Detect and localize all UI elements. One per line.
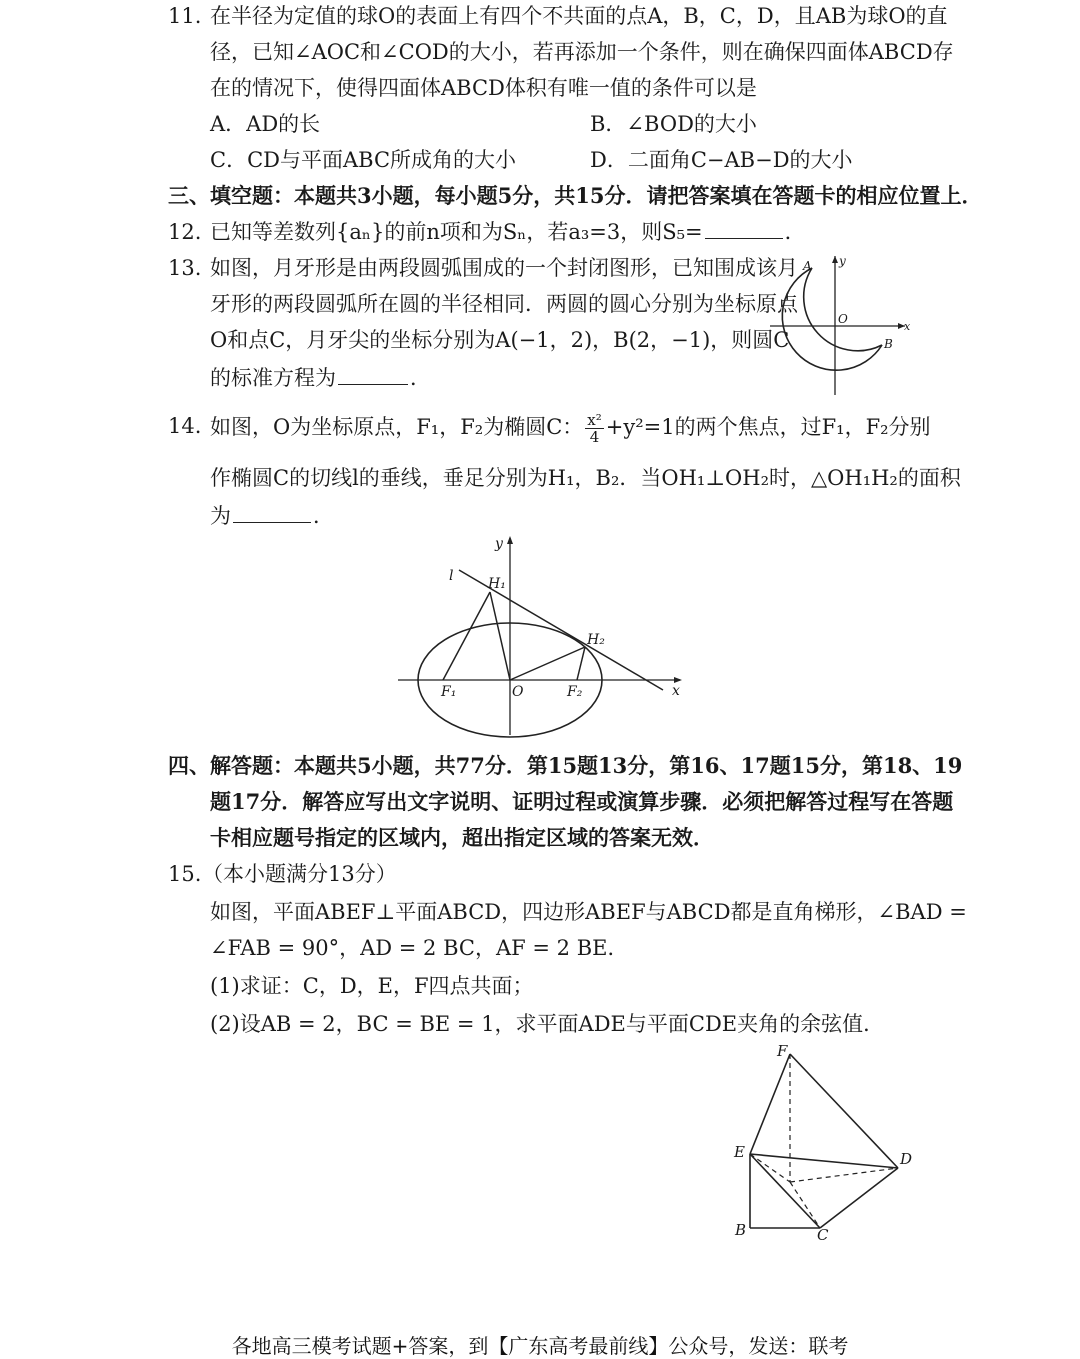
q14-line2: 作椭圆C的切线l的垂线，垂足分别为H₁，B₂．当OH₁⊥OH₂时，△OH₁H₂的面积 bbox=[210, 466, 961, 490]
q15-label-e: E bbox=[734, 1143, 745, 1161]
q14-end: ． bbox=[313, 504, 334, 528]
q15-number: 15. bbox=[168, 862, 202, 886]
q15-label-c: C bbox=[817, 1226, 829, 1244]
q11-option-c: C．CD与平面ABC所成角的大小 bbox=[210, 148, 517, 172]
q13-answer-blank bbox=[338, 364, 408, 385]
q14-label-f2: F₂ bbox=[567, 684, 583, 700]
q15-part2: (2)设AB = 2，BC = BE = 1，求平面ADE与平面CDE夹角的余弦值． bbox=[210, 1012, 885, 1036]
q13-label-a: A bbox=[803, 259, 812, 273]
q14-fraction-numerator: x² bbox=[587, 411, 602, 429]
section4-heading-line2: 题17分．解答应写出文字说明、证明过程或演算步骤．必须把解答过程写在答题 bbox=[210, 789, 954, 814]
q14-line1-b: +y²=1的两个焦点，过F₁，F₂分别 bbox=[605, 415, 931, 439]
q15-solid-figure bbox=[725, 1040, 925, 1250]
q11-line1: 在半径为定值的球O的表面上有四个不共面的点A，B，C，D，且AB为球O的直 bbox=[210, 4, 948, 28]
q14-line3-text: 为 bbox=[210, 504, 231, 528]
section3-heading: 三、填空题：本题共3小题，每小题5分，共15分．请把答案填在答题卡的相应位置上． bbox=[168, 183, 983, 208]
q14-fraction-denominator: 4 bbox=[589, 428, 600, 446]
q12-number: 12. bbox=[168, 220, 202, 244]
q13-label-b: B bbox=[884, 337, 893, 351]
section4-heading-line3: 卡相应题号指定的区域内，超出指定区域的答案无效． bbox=[210, 825, 714, 850]
q14-ellipse-figure bbox=[395, 530, 695, 745]
q14-label-h1: H₁ bbox=[488, 576, 506, 592]
q11-option-b: B．∠BOD的大小 bbox=[590, 112, 757, 136]
q13-line3: O和点C，月牙尖的坐标分别为A(−1，2)，B(2，−1)，则圆C bbox=[210, 328, 790, 352]
q13-label-x: x bbox=[904, 320, 911, 333]
q15-heading: （本小题满分13分） bbox=[202, 862, 397, 886]
q14-label-f1: F₁ bbox=[441, 684, 457, 700]
q14-label-y: y bbox=[495, 536, 503, 552]
q12-answer-blank bbox=[705, 218, 783, 239]
q13-label-o: O bbox=[838, 312, 848, 326]
q13-crescent-figure bbox=[765, 250, 915, 400]
q13-end: ． bbox=[410, 366, 431, 390]
q12-text: 已知等差数列{aₙ}的前n项和为Sₙ，若a₃=3，则S₅= bbox=[210, 220, 703, 244]
q11-line2: 径，已知∠AOC和∠COD的大小，若再添加一个条件，则在确保四面体ABCD存 bbox=[210, 40, 954, 64]
q14-line1 bbox=[210, 412, 931, 445]
q11-option-d: D．二面角C−AB−D的大小 bbox=[590, 148, 853, 172]
q15-label-f: F bbox=[777, 1042, 788, 1060]
q11-option-a: A．AD的长 bbox=[210, 112, 321, 136]
q13-line4 bbox=[210, 364, 431, 392]
q11-number: 11. bbox=[168, 4, 202, 28]
q15-label-d: D bbox=[900, 1150, 913, 1168]
q13-line1: 如图，月牙形是由两段圆弧围成的一个封闭图形，已知围成该月 bbox=[210, 256, 798, 280]
q11-line3: 在的情况下，使得四面体ABCD体积有唯一值的条件可以是 bbox=[210, 76, 757, 100]
q14-line1-a: 如图，O为坐标原点，F₁，F₂为椭圆C： bbox=[210, 415, 584, 439]
q13-line4-text: 的标准方程为 bbox=[210, 366, 336, 390]
q12-end: ． bbox=[784, 220, 806, 244]
q12-text-line bbox=[210, 218, 806, 246]
q14-label-l: l bbox=[449, 568, 454, 584]
q13-line2: 牙形的两段圆弧所在圆的半径相同．两圆的圆心分别为坐标原点 bbox=[210, 292, 798, 316]
q14-answer-blank bbox=[233, 502, 311, 523]
q15-label-b: B bbox=[735, 1221, 747, 1239]
q13-number: 13. bbox=[168, 256, 202, 280]
q15-line2: ∠FAB = 90°，AD = 2 BC，AF = 2 BE． bbox=[210, 936, 629, 960]
q14-line3 bbox=[210, 502, 334, 530]
q14-fraction bbox=[585, 412, 603, 445]
q14-label-h2: H₂ bbox=[587, 632, 605, 648]
q14-label-x: x bbox=[672, 683, 680, 699]
footer-note: 各地高三模考试题+答案，到【广东高考最前线】公众号，发送：联考 bbox=[231, 1334, 849, 1358]
q14-number: 14. bbox=[168, 414, 202, 438]
q13-label-y: y bbox=[839, 254, 846, 268]
section4-heading-line1: 四、解答题：本题共5小题，共77分．第15题13分，第16、17题15分，第18、19 bbox=[168, 753, 963, 778]
q14-label-o: O bbox=[512, 684, 524, 700]
q15-line1: 如图，平面ABEF⊥平面ABCD，四边形ABEF与ABCD都是直角梯形，∠BAD = bbox=[210, 900, 967, 924]
q15-part1: (1)求证：C，D，E，F四点共面； bbox=[210, 974, 534, 998]
